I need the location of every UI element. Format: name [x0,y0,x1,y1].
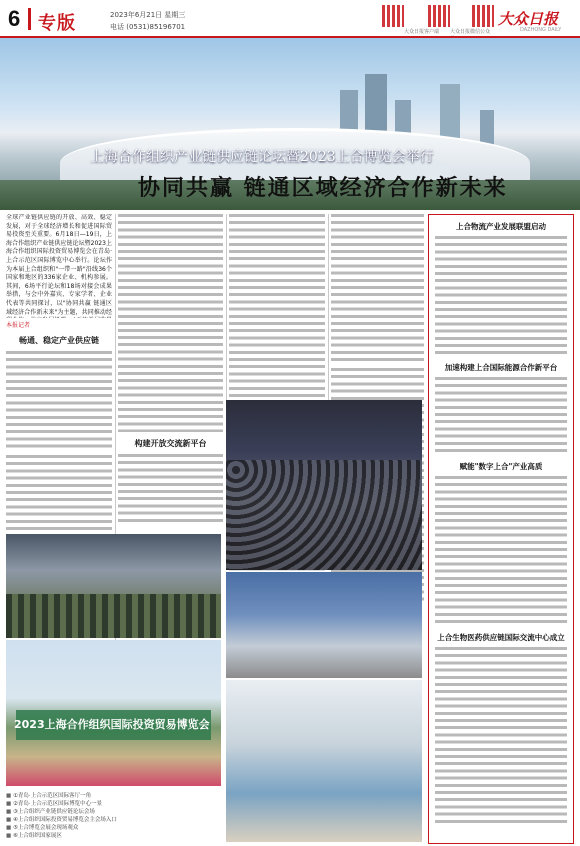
body-text-block [118,454,223,524]
hero-headline: 协同共赢 链通区域经济合作新未来 [138,176,508,201]
right-subhead-2: 加速构建上合国际能源合作新平台 [444,363,558,372]
qr-code-app[interactable] [382,5,404,27]
page-number: 6 [8,6,21,31]
byline: 本报记者 [6,322,31,329]
body-text-block [435,647,567,827]
qr-code-wechat[interactable] [428,5,450,27]
editor-contact: 电话 (0531)85196701 [110,23,186,31]
body-text-block [331,214,424,364]
photo-expo-banner-text: 2023上海合作组织国际投资贸易博览会 [14,718,210,731]
body-text-block [229,214,325,354]
lead-paragraph: 全球产业链供应链的开放、高效、稳定发展，对于全球经济增长和促进国际贸易投资至关重要。6月18日—19日，上海合作组织产业链供应链论坛暨2023上海合作组织国际投资贸易博览会在青岛·上合示范区国际博览中心举行。论坛作为本届上合组织和"一带一路"沿线36个国家和地区的336家企业、机构参展。其间，6场平行论坛和18场对接会成果举措，与会中外嘉宾、专家学者、企业代表等共同探讨，以"协同共赢 链通区域经济合作新未来"为主题，共同推动经 [6,214,112,316]
photo-forum-venue [6,534,221,638]
photo-expo-entrance [6,640,221,786]
qr-code-weibo[interactable] [472,5,494,27]
right-subhead-3: 赋能"数字上合"产业高质 [459,462,543,471]
photo-legend [6,792,206,840]
legend-item: ■ ②青岛·上合示范区国际博览中心一景 [6,800,206,808]
legend-item: ■ ⑥上合组织国家展区 [6,832,206,840]
legend-item: ■ ③上合组织产业链供应链论坛会场 [6,808,206,816]
hero-photo [0,38,580,210]
mid-subhead-1: 构建开放交流新平台 [134,439,207,448]
right-subhead-1: 上合物流产业发展联盟启动 [456,222,546,231]
issue-date: 2023年6月21日 星期三 [110,11,186,19]
right-sidebar-box [428,214,574,844]
section-title: 专版 [38,13,76,34]
body-text-block [118,336,223,432]
photo-exhibition-hall [226,680,422,842]
left-subhead: 畅通、稳定产业供应链 [19,336,99,345]
newspaper-logo-sub: DAZHONG DAILY [520,27,562,33]
body-text-block [6,455,112,533]
photo-crowd [226,400,422,570]
qr-label-wechat: 大众日报微信公众 [450,29,491,35]
body-text-block [435,476,567,626]
legend-item: ■ ⑤上合博览会展会现场观众 [6,824,206,832]
body-text-block [118,214,223,332]
legend-item: ■ ④上合组织国际投资贸易博览会主会场入口 [6,816,206,824]
body-text-block [435,377,567,455]
page-number-bar [28,8,31,30]
left-column [6,214,112,537]
masthead [0,0,580,38]
body-text-block [435,236,567,356]
right-subhead-4: 上合生物医药供应链国际交流中心成立 [437,633,565,642]
mid-left-column [118,214,223,528]
legend-item: ■ ①青岛·上合示范区国际客厅一角 [6,792,206,800]
newspaper-logo: 大众日报 [498,10,559,28]
qr-label-app: 大众日报客户端 [404,29,440,35]
hero-subtitle: 上海合作组织产业链供应链论坛暨2023上合博览会举行 [90,149,434,165]
body-text-block [6,351,112,451]
photo-exhibition-booth [226,572,422,678]
